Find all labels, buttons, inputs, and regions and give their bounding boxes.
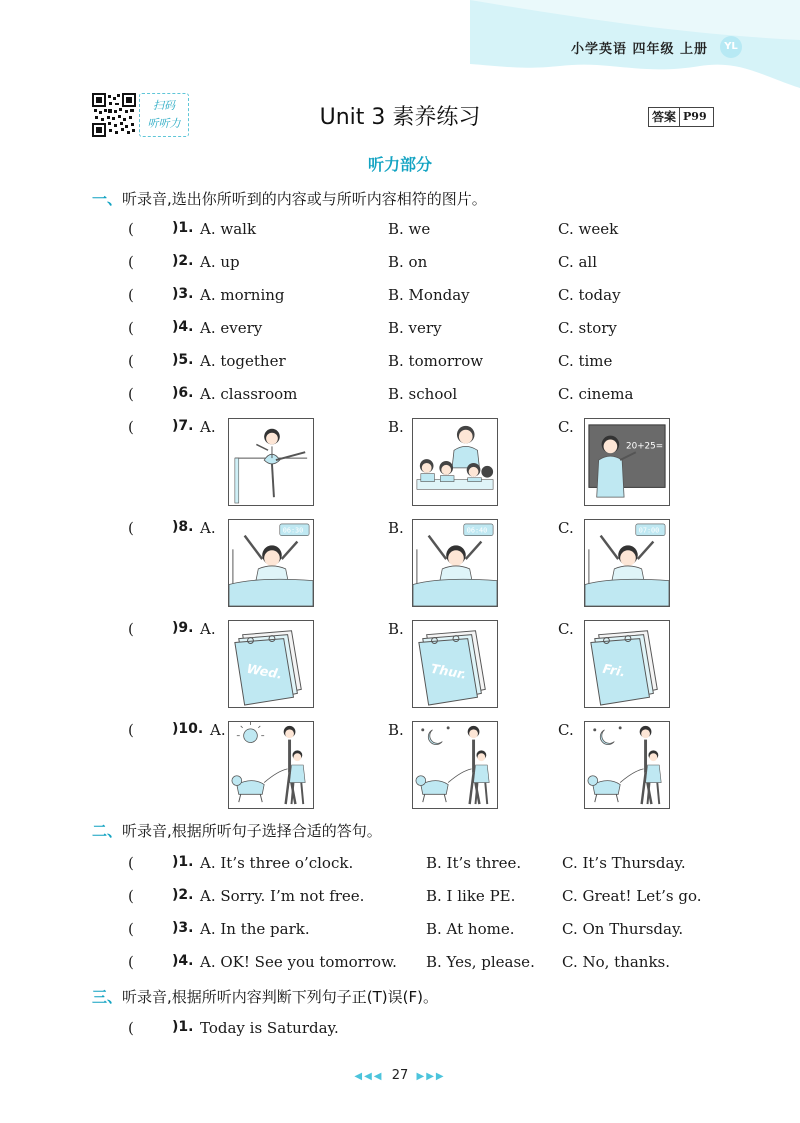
option-c: C. On Thursday. [562, 920, 684, 938]
section-1-instruction: 听录音,选出你所听到的内容或与所听内容相符的图片。 [122, 190, 487, 208]
answer-paren-open[interactable]: ( [128, 920, 134, 938]
question-row [0, 385, 800, 409]
wake-up-picture-b[interactable] [412, 519, 498, 607]
option-a: A. every [200, 319, 263, 337]
option-b: B. It’s three. [426, 854, 522, 872]
picture-question-row [0, 721, 800, 813]
section-2-instruction: 听录音,根据所听句子选择合适的答句。 [122, 822, 382, 840]
option-a: A. walk [200, 220, 257, 238]
answer-paren-open[interactable]: ( [128, 953, 134, 971]
clock-text: 06:40 [466, 526, 488, 535]
option-c-label: C. [558, 418, 574, 436]
option-b: B. Yes, please. [426, 953, 535, 971]
answer-paren-open[interactable]: ( [128, 519, 134, 537]
answer-paren-open[interactable]: ( [128, 1019, 134, 1037]
walk-dog-picture-a[interactable] [228, 721, 314, 809]
question-row [0, 253, 800, 277]
option-b: B. very [388, 319, 442, 337]
question-row [0, 286, 800, 310]
option-a-label: A. [210, 721, 226, 739]
option-b-label: B. [388, 721, 404, 739]
answer-reference [648, 107, 714, 127]
question-row [0, 352, 800, 376]
option-c: C. Great! Let’s go. [562, 887, 702, 905]
question-row [0, 953, 800, 977]
answer-paren-open[interactable]: ( [128, 286, 134, 304]
wake-up-picture-a[interactable] [228, 519, 314, 607]
picture-question-row [0, 620, 800, 712]
section-3-number: 三、 [92, 988, 123, 1006]
option-b: B. At home. [426, 920, 515, 938]
walk-dog-picture-c[interactable] [584, 721, 670, 809]
teacher-board-picture[interactable] [584, 418, 670, 506]
option-b: B. we [388, 220, 431, 238]
option-c: C. It’s Thursday. [562, 854, 686, 872]
option-a: A. classroom [200, 385, 298, 403]
calendar-picture-b[interactable] [412, 620, 498, 708]
question-number: )5. [172, 352, 194, 368]
page-number-footer [0, 1068, 800, 1083]
option-b-label: B. [388, 519, 404, 537]
question-number: )4. [172, 953, 194, 969]
section-2-number: 二、 [92, 822, 123, 840]
answer-paren-open[interactable]: ( [128, 418, 134, 436]
question-number: )8. [172, 519, 194, 535]
page-title: Unit 3 素养练习 [319, 105, 481, 130]
clock-text: 06:30 [282, 526, 304, 535]
option-b: B. tomorrow [388, 352, 484, 370]
question-row [0, 220, 800, 244]
option-a: A. morning [200, 286, 285, 304]
question-row [0, 854, 800, 878]
option-c-label: C. [558, 519, 574, 537]
section-1-number: 一、 [92, 190, 123, 208]
calendar-picture-c[interactable] [584, 620, 670, 708]
clock-text: 07:00 [638, 526, 660, 535]
yl-badge: YL [720, 36, 742, 58]
arrows-left-icon: ◀◀◀ [354, 1071, 384, 1082]
arrows-right-icon: ▶▶▶ [416, 1071, 446, 1082]
question-number: )4. [172, 319, 194, 335]
answer-label: 答案 [652, 110, 677, 124]
option-b-label: B. [388, 418, 404, 436]
option-a: A. Sorry. I’m not free. [200, 887, 365, 905]
question-number: )9. [172, 620, 194, 636]
book-series: 小学英语 四年级 上册 [570, 42, 708, 57]
question-number: )10. [172, 721, 204, 737]
option-c: C. No, thanks. [562, 953, 671, 971]
calendar-picture-a[interactable] [228, 620, 314, 708]
option-c: C. time [558, 352, 613, 370]
option-c: C. today [558, 286, 621, 304]
part-title: 听力部分 [367, 155, 432, 174]
question-row [0, 887, 800, 911]
answer-paren-open[interactable]: ( [128, 253, 134, 271]
option-a-label: A. [200, 620, 216, 638]
answer-paren-open[interactable]: ( [128, 854, 134, 872]
walk-dog-picture-b[interactable] [412, 721, 498, 809]
section-3-heading [92, 986, 438, 1007]
board-text: 20+25= [626, 441, 664, 452]
picture-question-row [0, 418, 800, 510]
classroom-picture[interactable] [412, 418, 498, 506]
picture-question-row [0, 519, 800, 611]
section-2-heading [92, 820, 382, 841]
question-number: )3. [172, 920, 194, 936]
scan-label-line2: 听听力 [147, 117, 181, 130]
page-number: 27 [391, 1068, 409, 1083]
option-c: C. story [558, 319, 617, 337]
option-a: A. It’s three o’clock. [200, 854, 354, 872]
option-c: C. all [558, 253, 598, 271]
section-1-heading [92, 188, 487, 209]
option-c: C. week [558, 220, 619, 238]
dance-picture[interactable] [228, 418, 314, 506]
option-b-label: B. [388, 620, 404, 638]
answer-paren-open[interactable]: ( [128, 220, 134, 238]
answer-paren-open[interactable]: ( [128, 887, 134, 905]
question-number: )2. [172, 253, 194, 269]
calendar-day-text: Thur. [429, 660, 468, 682]
question-number: )1. [172, 220, 194, 236]
option-a: A. up [200, 253, 240, 271]
question-number: )3. [172, 286, 194, 302]
statement: Today is Saturday. [200, 1019, 339, 1037]
answer-paren-open[interactable]: ( [128, 385, 134, 403]
option-b: B. school [388, 385, 458, 403]
question-row [0, 319, 800, 343]
answer-page: P99 [679, 108, 710, 126]
option-c-label: C. [558, 620, 574, 638]
section-3-instruction: 听录音,根据所听内容判断下列句子正(T)误(F)。 [122, 988, 438, 1006]
calendar-day-text: Fri. [601, 660, 627, 680]
answer-paren-open[interactable]: ( [128, 319, 134, 337]
scan-label-line1: 扫码 [153, 99, 175, 112]
option-b: B. on [388, 253, 428, 271]
option-b: B. Monday [388, 286, 470, 304]
option-a-label: A. [200, 519, 216, 537]
question-number: )7. [172, 418, 194, 434]
answer-paren-open[interactable]: ( [128, 721, 134, 739]
option-a: A. together [200, 352, 286, 370]
calendar-day-text: Wed. [245, 660, 284, 682]
option-c-label: C. [558, 721, 574, 739]
question-number: )1. [172, 854, 194, 870]
option-c: C. cinema [558, 385, 634, 403]
option-a-label: A. [200, 418, 216, 436]
option-a: A. In the park. [200, 920, 310, 938]
option-a: A. OK! See you tomorrow. [200, 953, 397, 971]
option-b: B. I like PE. [426, 887, 516, 905]
wake-up-picture-c[interactable] [584, 519, 670, 607]
answer-paren-open[interactable]: ( [128, 620, 134, 638]
question-row [0, 920, 800, 944]
question-row [0, 1019, 800, 1043]
question-number: )2. [172, 887, 194, 903]
question-number: )6. [172, 385, 194, 401]
answer-paren-open[interactable]: ( [128, 352, 134, 370]
question-number: )1. [172, 1019, 194, 1035]
